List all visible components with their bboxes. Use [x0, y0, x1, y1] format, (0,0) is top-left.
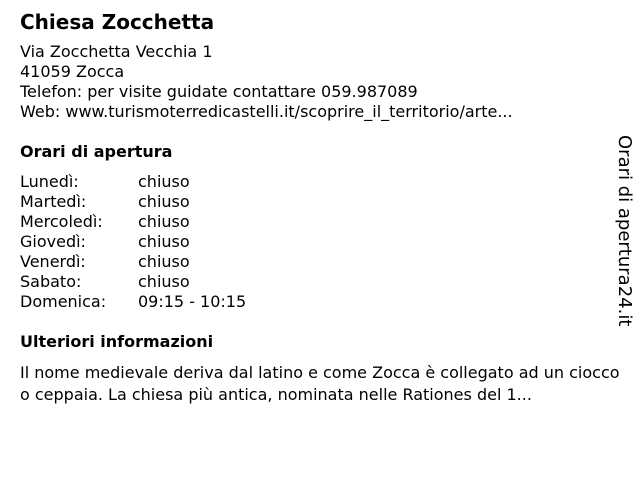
hours-row-saturday	[20, 272, 610, 292]
phone-line	[20, 82, 610, 102]
web-line	[20, 102, 610, 122]
address-city: 41059 Zocca	[20, 62, 125, 81]
day-label: Sabato:	[20, 272, 82, 291]
phone-value: per visite guidate contattare 059.987089	[87, 82, 418, 101]
hours-table	[20, 172, 610, 312]
hours-row-thursday	[20, 232, 610, 252]
day-hours: chiuso	[138, 252, 190, 271]
web-link[interactable]: www.turismoterredicastelli.it/scoprire_il_territorio/arte...	[65, 102, 513, 121]
page-title: Chiesa Zocchetta	[20, 10, 215, 34]
day-hours: chiuso	[138, 232, 190, 251]
day-label: Giovedì:	[20, 232, 86, 251]
phone-label: Telefon:	[20, 82, 83, 101]
day-hours: chiuso	[138, 192, 190, 211]
day-label: Mercoledì:	[20, 212, 103, 231]
side-watermark: Orari di apertura24.it	[614, 135, 635, 327]
day-hours: chiuso	[138, 272, 190, 291]
hours-row-wednesday	[20, 212, 610, 232]
web-label: Web:	[20, 102, 61, 121]
info-heading: Ulteriori informazioni	[20, 332, 214, 351]
day-label: Lunedì:	[20, 172, 79, 191]
address-street: Via Zocchetta Vecchia 1	[20, 42, 213, 61]
day-hours: chiuso	[138, 172, 190, 191]
hours-row-monday	[20, 172, 610, 192]
hours-heading: Orari di apertura	[20, 142, 173, 161]
place-card	[20, 8, 620, 406]
day-label: Martedì:	[20, 192, 87, 211]
hours-row-friday	[20, 252, 610, 272]
day-hours: chiuso	[138, 212, 190, 231]
info-text: Il nome medievale deriva dal latino e come Zocca è collegato ad un ciocco o ceppaia. La chiesa più antica, nominata nelle Rationes del 1...	[20, 363, 620, 404]
hours-row-tuesday	[20, 192, 610, 212]
hours-row-sunday	[20, 292, 610, 312]
day-label: Venerdì:	[20, 252, 86, 271]
day-hours: 09:15 - 10:15	[138, 292, 247, 311]
day-label: Domenica:	[20, 292, 107, 311]
